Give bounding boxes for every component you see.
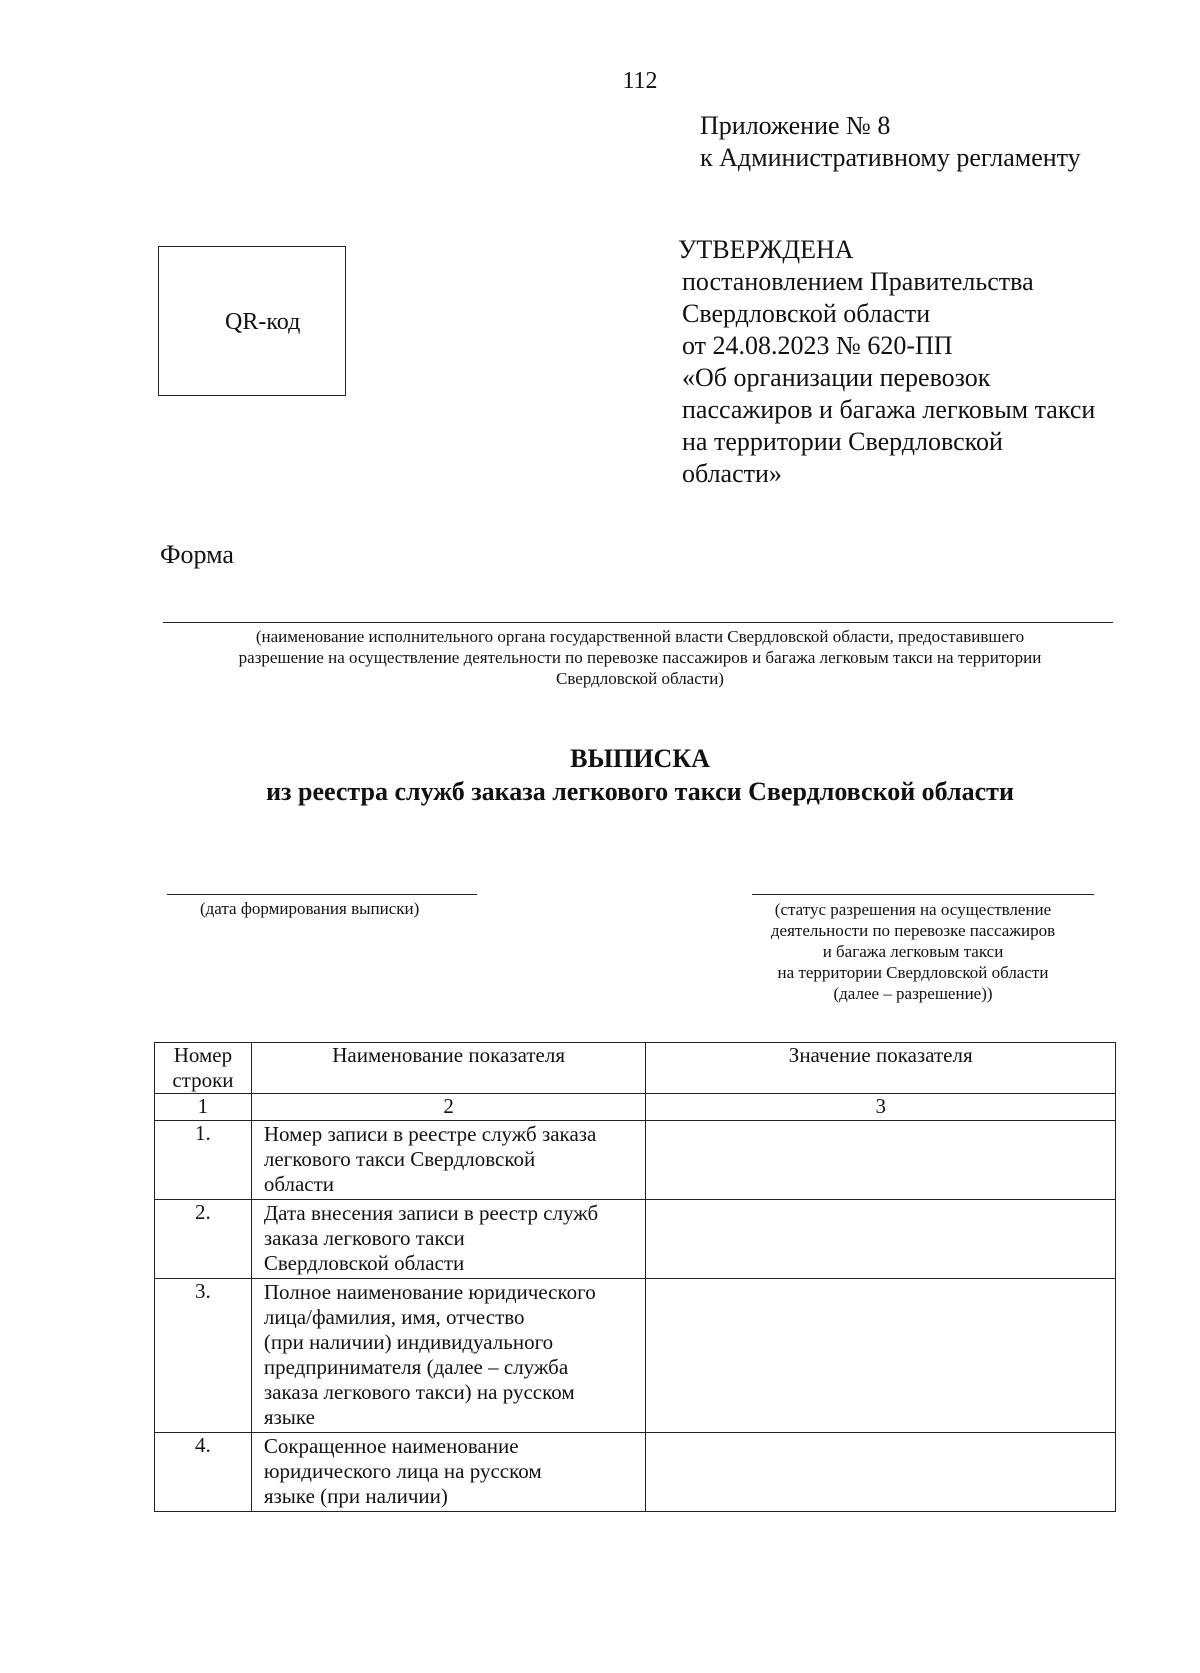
indicator-name-line: Свердловской области xyxy=(263,1251,465,1275)
caption-line: деятельности по перевозке пассажиров xyxy=(770,921,1056,940)
indicator-value-cell[interactable] xyxy=(646,1121,1116,1200)
column-number: 2 xyxy=(251,1094,646,1121)
date-caption: (дата формирования выписки) xyxy=(200,899,420,918)
approval-line: «Об организации перевозок xyxy=(682,363,991,392)
caption-line: на территории Свердловской области xyxy=(777,963,1049,982)
status-fill-line xyxy=(752,894,1094,895)
form-label: Форма xyxy=(160,540,234,569)
date-fill-line xyxy=(167,894,477,895)
indicator-value-cell[interactable] xyxy=(646,1433,1116,1512)
table-row xyxy=(155,1121,1116,1200)
caption-line: (наименование исполнительного органа государственной власти Свердловской области, предоставившего xyxy=(255,627,1025,646)
row-number: 1. xyxy=(155,1121,252,1200)
caption-line: Свердловской области) xyxy=(556,669,724,688)
column-number: 1 xyxy=(155,1094,252,1121)
row-number: 2. xyxy=(155,1200,252,1279)
header-indicator-value xyxy=(646,1043,1116,1094)
caption-line: разрешение на осуществление деятельности по перевозке пассажиров и багажа легковым такси на территории xyxy=(238,648,1042,667)
indicator-name-line: заказа легкового такси) на русском xyxy=(263,1380,575,1404)
indicator-name-cell xyxy=(251,1200,646,1279)
row-number: 4. xyxy=(155,1433,252,1512)
header-label: Значение показателя xyxy=(788,1043,973,1067)
status-caption xyxy=(748,899,1078,1004)
appendix-line: Приложение № 8 xyxy=(700,111,891,140)
qr-code-placeholder xyxy=(158,246,346,396)
row-number: 3. xyxy=(155,1279,252,1433)
indicator-name-line: юридического лица на русском xyxy=(263,1459,542,1483)
org-name-caption xyxy=(160,626,1120,689)
approval-line: пассажиров и багажа легковым такси xyxy=(682,395,1096,424)
header-label: Номер строки xyxy=(172,1043,234,1092)
indicator-value-cell[interactable] xyxy=(646,1200,1116,1279)
qr-code-label: QR-код xyxy=(225,309,301,335)
indicator-name-line: легкового такси Свердловской xyxy=(263,1147,536,1171)
appendix-header xyxy=(700,110,1081,174)
indicator-name-cell xyxy=(251,1121,646,1200)
title-line: ВЫПИСКА xyxy=(570,744,710,773)
title-subline: из реестра служб заказа легкового такси Свердловской области xyxy=(266,777,1014,806)
approval-line: постановлением Правительства xyxy=(682,267,1034,296)
document-title xyxy=(160,742,1120,808)
indicator-name-line: области xyxy=(263,1172,335,1196)
table-row xyxy=(155,1200,1116,1279)
approval-line: от 24.08.2023 № 620-ПП xyxy=(682,331,953,360)
indicator-name-line: языке xyxy=(263,1405,315,1429)
indicator-name-line: предпринимателя (далее – служба xyxy=(263,1355,569,1379)
table-row xyxy=(155,1433,1116,1512)
org-name-fill-line xyxy=(163,622,1113,623)
appendix-line: к Административному регламенту xyxy=(700,143,1081,172)
indicator-name-line: Дата внесения записи в реестр служб xyxy=(263,1201,599,1225)
caption-line: (далее – разрешение)) xyxy=(833,984,993,1003)
column-number: 3 xyxy=(646,1094,1116,1121)
approval-title: УТВЕРЖДЕНА xyxy=(678,235,854,264)
approval-line: на территории Свердловской xyxy=(682,427,1003,456)
table-row xyxy=(155,1279,1116,1433)
indicator-name-line: Сокращенное наименование xyxy=(263,1434,519,1458)
indicator-name-line: языке (при наличии) xyxy=(263,1484,448,1508)
indicator-name-line: (при наличии) индивидуального xyxy=(263,1330,554,1354)
indicator-name-line: лица/фамилия, имя, отчество xyxy=(263,1305,525,1329)
indicator-name-line: заказа легкового такси xyxy=(263,1226,465,1250)
caption-line: и багажа легковым такси xyxy=(822,942,1004,961)
approval-line: Свердловской области xyxy=(682,299,931,328)
indicators-table xyxy=(154,1042,1116,1512)
caption-line: (статус разрешения на осуществление xyxy=(774,900,1052,919)
table-header-row xyxy=(155,1043,1116,1094)
indicator-name-cell xyxy=(251,1433,646,1512)
approval-line: области» xyxy=(682,459,782,488)
header-row-number xyxy=(155,1043,252,1094)
indicator-name-line: Полное наименование юридического xyxy=(263,1280,596,1304)
column-number-row xyxy=(155,1094,1116,1121)
indicator-value-cell[interactable] xyxy=(646,1279,1116,1433)
header-indicator-name xyxy=(251,1043,646,1094)
header-label: Наименование показателя xyxy=(332,1043,565,1067)
page-number: 112 xyxy=(622,68,658,94)
indicator-name-cell xyxy=(251,1279,646,1433)
approval-block xyxy=(678,234,1095,490)
indicator-name-line: Номер записи в реестре служб заказа xyxy=(263,1122,597,1146)
